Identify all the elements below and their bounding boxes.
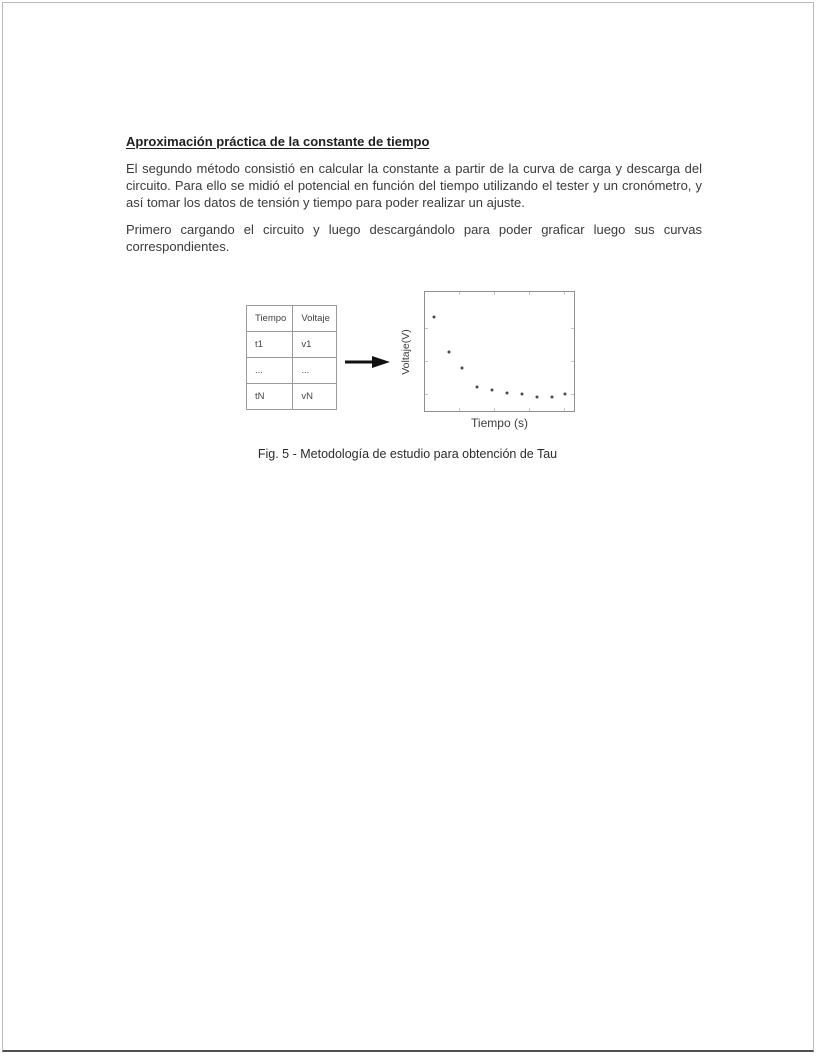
table-row — [247, 358, 337, 384]
axis-tick — [494, 292, 495, 295]
scatter-point — [432, 315, 435, 318]
scatter-point — [550, 395, 553, 398]
y-axis-label: Voltaje(V) — [400, 328, 412, 375]
axis-tick — [459, 408, 460, 411]
axis-tick — [564, 292, 565, 295]
table-header-cell: Tiempo — [247, 306, 293, 332]
scatter-point — [564, 393, 567, 396]
axis-tick — [571, 328, 574, 329]
axis-tick — [494, 408, 495, 411]
scatter-point — [476, 386, 479, 389]
scatter-point — [520, 393, 523, 396]
scatter-plot — [424, 291, 575, 412]
time-voltage-table — [246, 305, 337, 410]
table-row — [247, 384, 337, 410]
axis-tick — [571, 394, 574, 395]
table-header-row — [247, 306, 337, 332]
table-cell: ... — [293, 358, 337, 384]
paragraph-method: El segundo método consistió en calcular la constante a partir de la curva de carga y descarga del circuito. Para ello se midió el potencial en función del tiempo utilizando el tester y un cronómetro, y así tomar los datos de tensión y tiempo para poder realizar un ajuste. — [126, 161, 702, 210]
axis-tick — [564, 408, 565, 411]
table-cell: ... — [247, 358, 293, 384]
table-cell: vN — [293, 384, 337, 410]
scatter-point — [461, 367, 464, 370]
paragraph-charge-discharge: Primero cargando el circuito y luego descargándolo para poder graficar luego sus curvas correspondientes. — [126, 222, 702, 254]
scatter-point — [491, 388, 494, 391]
table-cell: v1 — [293, 332, 337, 358]
axis-tick — [529, 292, 530, 295]
axis-tick — [459, 292, 460, 295]
table-row — [247, 332, 337, 358]
right-arrow-icon — [344, 353, 392, 371]
table-cell: t1 — [247, 332, 293, 358]
scatter-point — [447, 350, 450, 353]
axis-tick — [529, 408, 530, 411]
figure-caption: Fig. 5 - Metodología de estudio para obtención de Tau — [257, 447, 558, 461]
x-axis-label: Tiempo (s) — [471, 416, 528, 430]
axis-tick — [571, 361, 574, 362]
table-header-cell: Voltaje — [293, 306, 337, 332]
section-heading: Aproximación práctica de la constante de tiempo — [126, 134, 430, 149]
table-cell: tN — [247, 384, 293, 410]
axis-tick — [425, 394, 428, 395]
scatter-point — [505, 392, 508, 395]
axis-tick — [425, 361, 428, 362]
axis-tick — [425, 328, 428, 329]
scatter-point — [535, 395, 538, 398]
